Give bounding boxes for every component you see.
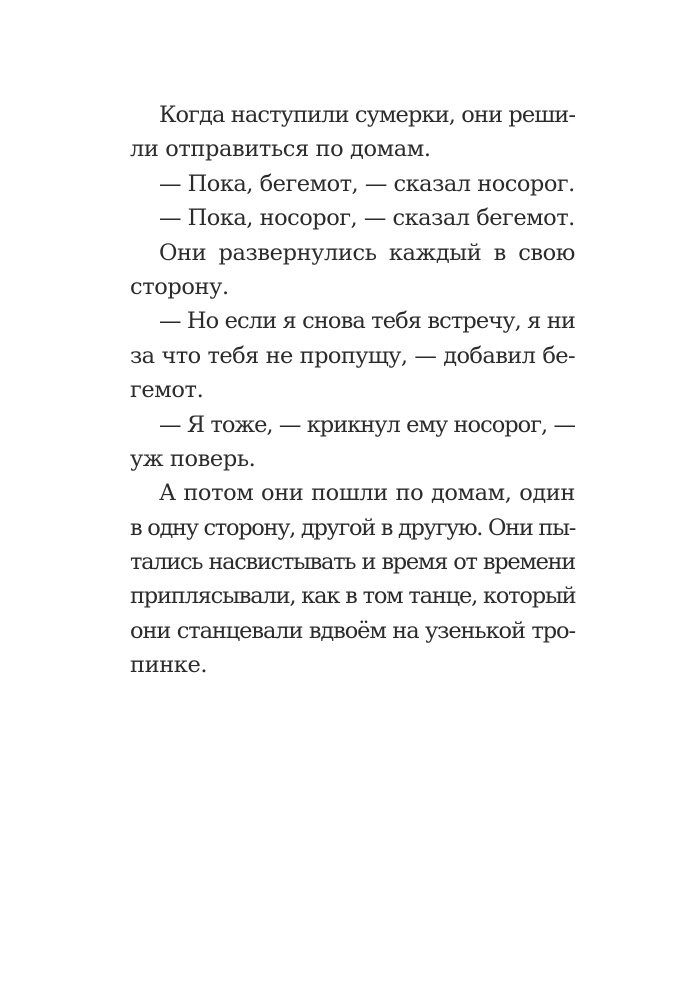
text-line: — Я тоже, — крикнул ему носорог, — — [159, 411, 575, 438]
text-line: Они развернулись каждый в свою — [159, 239, 575, 266]
text-line: в одну сторону, другой в другую. Они пы- — [130, 514, 575, 541]
text-line: гемот. — [130, 377, 204, 404]
text-line: тались насвистывать и время от времени — [130, 549, 575, 576]
text-line: они станцевали вдвоём на узенькой тро- — [130, 617, 575, 644]
text-line: сторону. — [130, 273, 229, 300]
text-line: А потом они пошли по домам, один — [159, 480, 575, 507]
text-line: Когда наступили сумерки, они реши- — [159, 102, 576, 128]
text-line: — Но если я снова тебя встречу, я ни — [159, 308, 575, 335]
text-line: уж поверь. — [130, 445, 256, 472]
text-line: пинке. — [130, 652, 208, 679]
text-line: приплясывали, как в том танце, который — [130, 583, 576, 610]
text-line: ли отправиться по домам. — [130, 136, 431, 163]
text-line: за что тебя не пропущу, — добавил бе- — [130, 342, 575, 369]
text-line: — Пока, носорог, — сказал бегемот. — [159, 205, 575, 232]
text-line: — Пока, бегемот, — сказал носорог. — [159, 170, 575, 197]
story-text — [130, 98, 575, 683]
